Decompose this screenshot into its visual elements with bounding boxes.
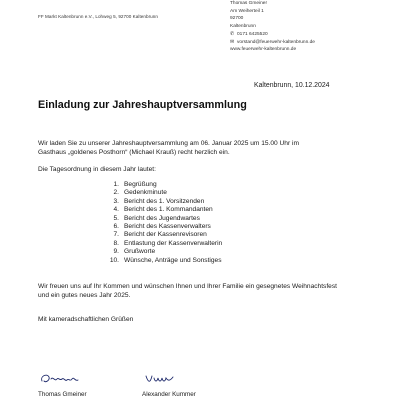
- contact-zip: 92700: [230, 16, 244, 22]
- letter-date: Kaltenbrunn, 10.12.2024: [254, 82, 330, 89]
- agenda-item: 8. Entlastung der Kassenverwalterin: [113, 239, 223, 247]
- signatory-name-2: Alexander Kummer: [142, 391, 196, 398]
- agenda-intro: Die Tagesordnung in diesem Jahr lautet:: [38, 166, 156, 173]
- contact-email-row: [230, 39, 315, 47]
- agenda-item: 10. Wünsche, Anträge und Sonstiges: [109, 256, 222, 264]
- intro-line-1: Wir laden Sie zu unserer Jahreshauptversammlung am 06. Januar 2025 um 15.00 Uhr im: [38, 140, 299, 147]
- phone-icon: ✆: [230, 31, 235, 37]
- sender-address-line: FF Markt Kaltenbrunn e.V., Lohweg 5, 92700 Kaltenbrunn: [38, 14, 159, 19]
- closing-line-1: Wir freuen uns auf Ihr Kommen und wünschen Ihnen und Ihrer Familie ein gesegnetes Weihnachtsfest: [38, 283, 337, 290]
- contact-web: www.feuerwehr-kaltenbrunn.de: [230, 47, 297, 53]
- agenda-list: [108, 181, 222, 265]
- contact-phone: 0171 6425520: [237, 31, 268, 37]
- agenda-item: 6. Bericht des Kassenverwalters: [113, 223, 211, 231]
- regards-line: Mit kameradschaftlichen Grüßen: [38, 316, 134, 323]
- envelope-icon: ✉: [230, 39, 235, 45]
- agenda-item: 9. Grußworte: [113, 248, 156, 256]
- contact-name: Thomas Gmeiner: [230, 1, 268, 6]
- agenda-item: 5. Bericht des Jugendwartes: [113, 214, 200, 222]
- agenda-item: 7. Bericht der Kassenrevisoren: [113, 231, 207, 239]
- agenda-item: 2. Gedenkminute: [113, 189, 167, 197]
- contact-city: Kaltenbrunn: [230, 24, 256, 30]
- intro-paragraph: [38, 140, 299, 158]
- contact-email: vorstand@feuerwehr-kaltenbrunn.de: [237, 39, 315, 45]
- contact-street: Am Weiherteil 1: [230, 8, 264, 14]
- signature-kummer: [142, 370, 222, 388]
- closing-line-2: und ein gutes neues Jahr 2025.: [38, 291, 131, 299]
- signature-gmeiner: [38, 370, 118, 388]
- agenda-item: 1. Begrüßung: [113, 181, 157, 188]
- agenda-item: 4. Bericht des 1. Kommandanten: [113, 206, 213, 214]
- contact-phone-row: [230, 31, 315, 39]
- contact-block: [230, 0, 315, 54]
- intro-line-2: Gasthaus „goldenes Posthorn“ (Michael Krauß) recht herzlich ein.: [38, 148, 230, 156]
- closing-paragraph: [38, 283, 337, 301]
- signatory-name-1: Thomas Gmeiner: [38, 391, 87, 398]
- agenda-item: 3. Bericht des 1. Vorsitzenden: [113, 197, 205, 205]
- letter-title: Einladung zur Jahreshauptversammlung: [38, 99, 247, 111]
